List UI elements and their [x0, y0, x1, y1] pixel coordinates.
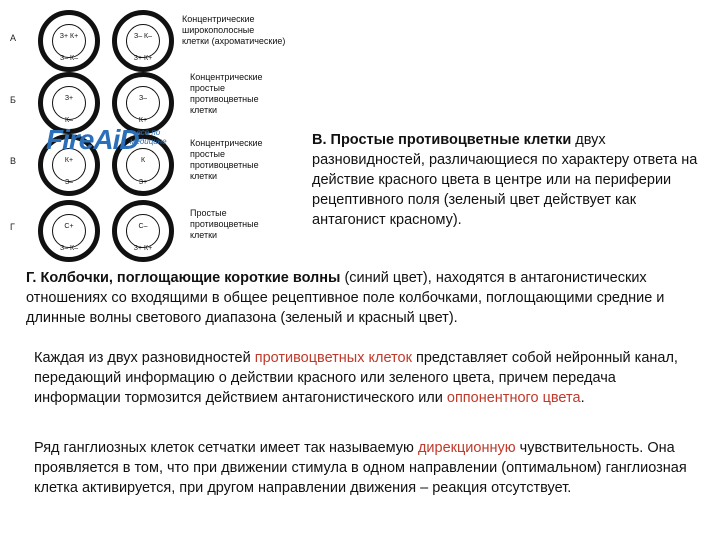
cell-surround-label: К+: [138, 117, 148, 124]
paragraph-g: [26, 268, 698, 328]
cell-center-label: К+: [64, 157, 74, 164]
fireaid-watermark-logo: FireAiD – все по медицине: [46, 124, 167, 155]
cell-surround-label: З+: [138, 179, 148, 186]
caption-v: Концентрические простые противоцветные клетки: [190, 138, 263, 181]
row-letter-g: Г: [10, 222, 15, 232]
paragraph-v-heading: В. Простые противоцветные клетки: [312, 132, 572, 148]
cell-surround-label: З+ К+: [133, 245, 153, 252]
term-opponent-cells: противоцветных клеток: [254, 350, 412, 366]
cell-surround-label: З+ К+: [133, 55, 153, 62]
cell-center-label: К: [140, 157, 146, 164]
caption-g: Простые противоцветные клетки: [190, 208, 259, 240]
cell-a-2: [112, 10, 174, 72]
paragraph-g-text: (синий цвет), находятся в антагонистических отношениях со входящими в общее рецептивное поле колбочками, поглощающими средние и длинные волны светового диапазона (зеленый и красный цвет).: [26, 270, 665, 326]
paragraph-opponent-channels: Каждая из двух разновидностей противоцветных клеток представляет собой нейронный канал, передающий информацию о действии красного или зеленого цвета, причем передача информации тормозится действием антагонистического или оппонентного цвета.: [34, 350, 678, 406]
cell-surround-label: З– К–: [59, 245, 79, 252]
paragraph-g-heading: Г. Колбочки, поглощающие короткие волны: [26, 270, 341, 286]
cell-center-label: З–: [138, 95, 148, 102]
paragraph-v-text: двух разновидностей, различающиеся по характеру ответа на действие красного цвета в центре или на периферии рецептивного поля (зеленый цвет действует как антагонист красному).: [312, 132, 698, 228]
cell-surround-label: К–: [65, 117, 73, 124]
cell-center-label: З+ К+: [59, 33, 79, 40]
cell-a-1: [38, 10, 100, 72]
cell-center-label: С+: [64, 223, 74, 230]
cell-center-label: С–: [138, 223, 148, 230]
term-directional: дирекционную: [417, 440, 516, 456]
cell-g-2: [112, 200, 174, 262]
cell-surround-label: З–: [64, 179, 74, 186]
cell-g-1: [38, 200, 100, 262]
term-opponent-color: оппонентного цвета: [446, 390, 581, 406]
paragraph-directional: Ряд ганглиозных клеток сетчатки имеет так называемую дирекционную чувствительность. Она проявляется в том, что при движении стимула в одном направлении (оптимальном) ганглиозная клетка активируется, при другом направлении движения – реакция отсутствует.: [34, 440, 687, 496]
cell-surround-label: З– К–: [59, 55, 79, 62]
row-letter-b: Б: [10, 95, 16, 105]
row-letter-v: В: [10, 156, 17, 166]
caption-a: Концентрические широкополосные клетки (ахроматические): [182, 14, 286, 46]
row-letter-a: А: [10, 33, 17, 43]
cell-center-label: З+: [64, 95, 74, 102]
cell-center-label: З– К–: [133, 33, 153, 40]
paragraph-v: [312, 130, 704, 230]
caption-b: Концентрические простые противоцветные клетки: [190, 72, 263, 115]
